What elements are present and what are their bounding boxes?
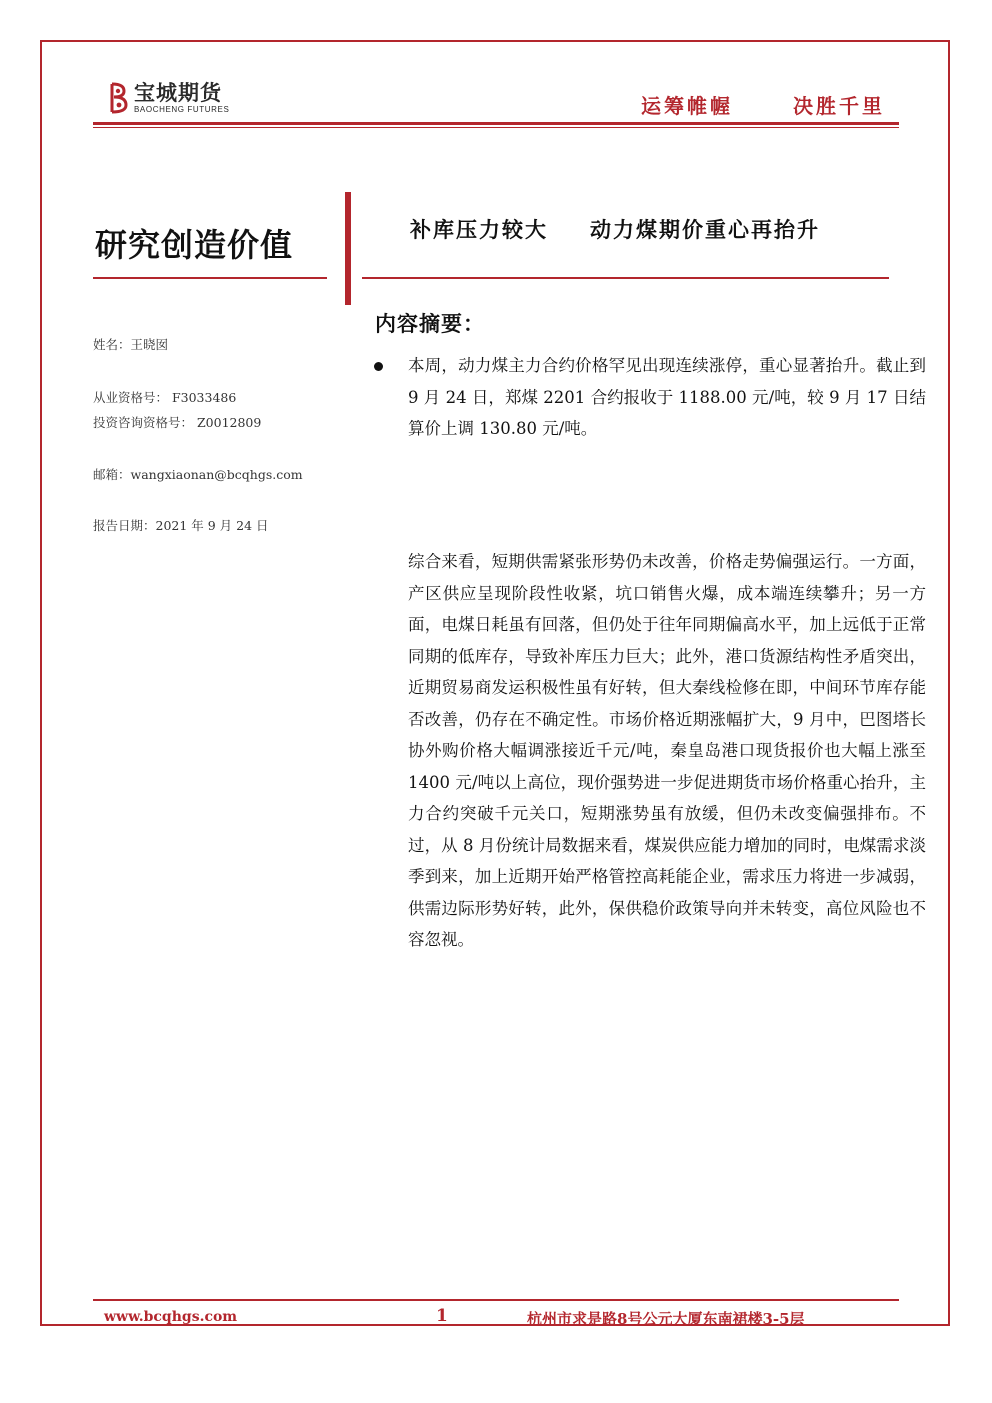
header-divider-thin <box>93 127 899 128</box>
page-number: 1 <box>436 1306 448 1326</box>
sidebar-title: 研究创造价值 <box>95 226 294 264</box>
report-title <box>410 214 820 244</box>
bullet-icon <box>374 362 383 371</box>
summary-paragraph-1: 本周，动力煤主力合约价格罕见出现连续涨停，重心显著抬升。截止到 9 月 24 日，郑煤 2201 合约报收于 1188.00 元/吨，较 9 月 17 日结算价上调 130.80 元/吨。 <box>408 356 926 438</box>
summary-paragraph-2: 综合来看，短期供需紧张形势仍未改善，价格走势偏强运行。一方面，产区供应呈现阶段性收紧，坑口销售火爆，成本端连续攀升；另一方面，电煤日耗虽有回落，但仍处于往年同期偏高水平，加上远低于正常同期的低库存，导致补库压力巨大；此外，港口货源结构性矛盾突出，近期贸易商发运积极性虽有好转，但大秦线检修在即，中间环节库存能否改善，仍存在不确定性。市场价格近期涨幅扩大，9 月中，巴图塔长协外购价格大幅调涨接近千元/吨，秦皇岛港口现货报价也大幅上涨至 1400 元/吨以上高位，现价强势进一步促进期货市场价格重心抬升，主力合约突破千元关口，短期涨势虽有放缓，但仍未改变偏强排布。不过，从 8 月份统计局数据来看，煤炭供应能力增加的同时，电煤需求淡季到来，加上近期开始严格管控高耗能企业，需求压力将进一步减弱，供需边际形势好转，此外，保供稳价政策导向并未转变，高位风险也不容忽视。 <box>408 552 926 949</box>
practice-certificate: 从业资格号： F3033486 <box>93 390 237 405</box>
analyst-email: 邮箱：wangxiaonan@bcqhgs.com <box>93 467 303 482</box>
footer-website[interactable]: www.bcqhgs.com <box>104 1309 238 1325</box>
logo-english-name: BAOCHENG FUTURES <box>134 105 230 114</box>
sidebar-divider <box>93 277 327 279</box>
analyst-name: 姓名：王晓囡 <box>93 337 169 352</box>
slogan-right: 决胜千里 <box>793 94 885 118</box>
report-title-part2: 动力煤期价重心再抬升 <box>590 217 820 242</box>
baocheng-logo-icon <box>108 81 128 115</box>
header-divider <box>93 122 899 125</box>
footer-address: 杭州市求是路8号公元大厦东南裙楼3-5层 <box>527 1310 805 1328</box>
title-divider <box>362 277 889 279</box>
footer-divider <box>93 1299 899 1301</box>
report-date: 报告日期：2021 年 9 月 24 日 <box>93 518 269 533</box>
summary-heading: 内容摘要： <box>375 311 485 336</box>
consulting-certificate: 投资咨询资格号： Z0012809 <box>93 415 262 430</box>
company-logo <box>108 78 229 118</box>
slogan-left: 运筹帷幄 <box>641 94 733 118</box>
title-accent-bar <box>345 192 351 305</box>
logo-chinese-name: 宝城期货 <box>134 80 222 105</box>
report-title-part1: 补库压力较大 <box>410 217 548 242</box>
